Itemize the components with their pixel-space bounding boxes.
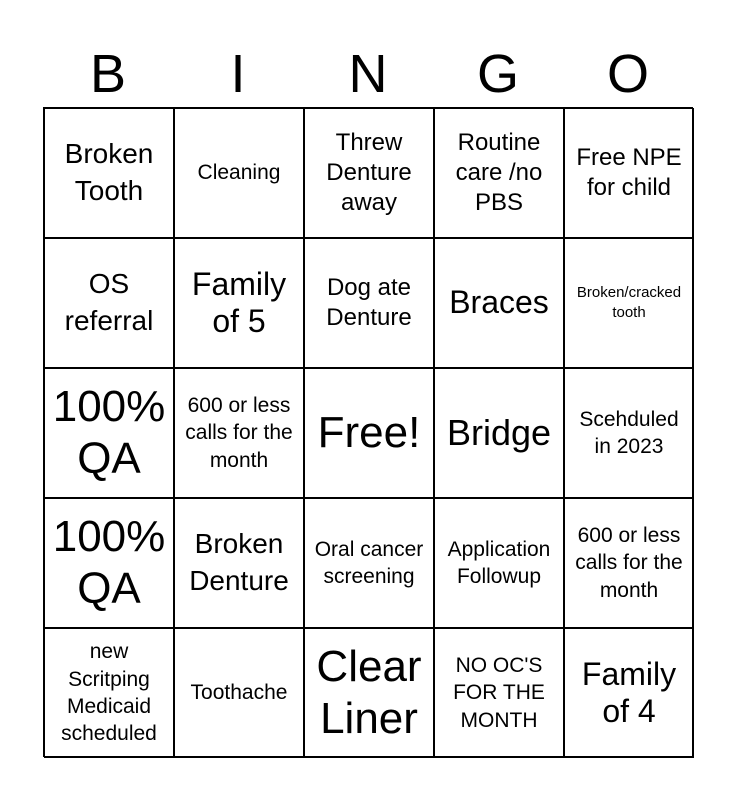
bingo-board — [43, 107, 693, 757]
bingo-cell[interactable]: Braces — [434, 238, 564, 368]
bingo-cell[interactable]: Application Followup — [434, 498, 564, 628]
bingo-cell[interactable]: Broken Tooth — [44, 108, 174, 238]
header-letter-o: O — [606, 44, 649, 104]
bingo-cell[interactable]: Family of 4 — [564, 628, 694, 758]
bingo-cell[interactable]: Bridge — [434, 368, 564, 498]
bingo-cell[interactable]: 100% QA — [44, 368, 174, 498]
bingo-header — [43, 40, 693, 108]
bingo-cell[interactable]: 100% QA — [44, 498, 174, 628]
bingo-cell[interactable]: new Scritping Medicaid scheduled — [44, 628, 174, 758]
free-space[interactable]: Free! — [304, 368, 434, 498]
bingo-cell[interactable]: Cleaning — [174, 108, 304, 238]
header-letter-i: I — [230, 44, 246, 104]
bingo-cell[interactable]: 600 or less calls for the month — [174, 368, 304, 498]
bingo-cell[interactable]: Clear Liner — [304, 628, 434, 758]
header-letter-n: N — [348, 44, 388, 104]
bingo-cell[interactable]: Broken/cracked tooth — [564, 238, 694, 368]
header-letter-g: G — [476, 44, 519, 104]
bingo-cell[interactable]: Broken Denture — [174, 498, 304, 628]
bingo-cell[interactable]: Threw Denture away — [304, 108, 434, 238]
bingo-cell[interactable]: Scehduled in 2023 — [564, 368, 694, 498]
bingo-cell[interactable]: Free NPE for child — [564, 108, 694, 238]
bingo-cell[interactable]: NO OC'S FOR THE MONTH — [434, 628, 564, 758]
bingo-cell[interactable]: Dog ate Denture — [304, 238, 434, 368]
bingo-cell[interactable]: Routine care /no PBS — [434, 108, 564, 238]
bingo-cell[interactable]: 600 or less calls for the month — [564, 498, 694, 628]
bingo-cell[interactable]: Family of 5 — [174, 238, 304, 368]
bingo-cell[interactable]: Toothache — [174, 628, 304, 758]
header-letter-b: B — [89, 44, 127, 104]
bingo-cell[interactable]: OS referral — [44, 238, 174, 368]
bingo-cell[interactable]: Oral cancer screening — [304, 498, 434, 628]
